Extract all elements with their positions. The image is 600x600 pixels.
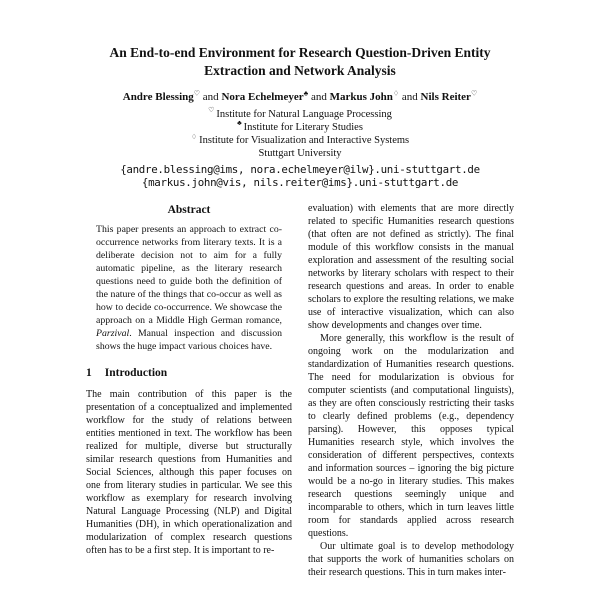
abstract-text-after: . Manual inspection and discussion shows the huge impact various choices have. — [96, 328, 282, 353]
abstract-text-before: This paper presents an approach to extract co-occurrence networks from literary texts. It is a deliberate decision not to aim for a fully automatic pipeline, as the literary research questions need to guide both the definition of the nature of the things that co-occur as well as how to decide co-occurrence. We showcase the approach on a Middle High German romance, — [96, 224, 282, 327]
author-name: Andre Blessing — [122, 90, 194, 103]
affiliation-text: Institute for Visualization and Interactive Systems — [199, 135, 410, 147]
affiliation-mark: ♡ — [208, 106, 215, 115]
affiliation-line — [86, 147, 514, 160]
section-number: 1 — [86, 367, 92, 380]
author-name: Nora Echelmeyer — [221, 90, 304, 103]
affiliation-text: Institute for Natural Language Processing — [216, 108, 392, 120]
author-name: Nils Reiter — [420, 90, 471, 103]
affiliation-line — [86, 134, 514, 147]
right-column — [308, 202, 514, 579]
author-affiliation-mark: ♣ — [303, 88, 309, 97]
author-affiliation-mark: ♡ — [470, 88, 478, 97]
left-column — [86, 202, 292, 579]
author-affiliation-mark: ♡ — [193, 88, 201, 97]
author — [420, 88, 478, 103]
affiliation-block — [86, 108, 514, 161]
affiliation-text: Institute for Literary Studies — [243, 121, 363, 133]
author-separator: and — [202, 90, 219, 103]
paper-title: An End-to-end Environment for Research Question-Driven Entity Extraction and Network Analysis — [109, 45, 491, 78]
two-column-body — [86, 202, 514, 579]
author — [122, 88, 201, 103]
affiliation-mark: ♣ — [237, 119, 242, 128]
affiliation-line — [86, 108, 514, 121]
abstract-text — [86, 223, 292, 353]
author — [329, 88, 400, 103]
section-title: Introduction — [104, 367, 168, 380]
body-paragraph: More generally, this workflow is the result of ongoing work on the modularization and standardization of Humanities research questions. The need for modularization is obvious for computer scientists (and computational linguists), as they are often consciously restricting their tasks to clearly defined problems (e.g., dependency parsing). However, this opposes typical Humanities research style, which involves the consideration of different perspectives, contexts and information sources – ignoring the big picture would be a no-go in literary studies. This makes research questions seemingly unique and incomparable to others, which in turn leaves little room for standards applied across research questions. — [308, 333, 514, 540]
affiliation-line — [86, 121, 514, 134]
abstract-heading: Abstract — [167, 204, 211, 217]
affiliation-text: Stuttgart University — [258, 148, 342, 160]
author — [221, 88, 309, 103]
email-line: {andre.blessing@ims, nora.echelmeyer@ilw}.uni-stuttgart.de — [120, 162, 480, 176]
body-paragraph: Our ultimate goal is to develop methodology that supports the work of humanities scholars on their research questions. This in turn makes inter- — [308, 541, 514, 579]
affiliation-mark: ♢ — [190, 132, 198, 141]
author-separator: and — [401, 90, 418, 103]
author-affiliation-mark: ♢ — [392, 88, 400, 97]
author-name: Markus John — [329, 90, 393, 103]
abstract-italic-term: Parzival — [96, 328, 130, 340]
email-block — [86, 163, 514, 190]
email-line: {markus.john@vis, nils.reiter@ims}.uni-stuttgart.de — [141, 175, 459, 189]
body-paragraph: evaluation) with elements that are more directly related to specific Humanities research questions (that often are not defined as strictly). The final module of this workflow consists in the manual exploration and assessment of the resulting social networks by literary scholars with respect to their research questions and areas. In order to enable scholars to explore the resulting relations, we make use of interactive visualization, which can also show developments and changes over time. — [308, 203, 514, 332]
author-line — [86, 88, 514, 103]
author-separator: and — [310, 90, 327, 103]
body-paragraph: The main contribution of this paper is the presentation of a conceptualized and implemented workflow for the study of relations between entities mentioned in text. The workflow has been realized for multiple, diverse but structurally similar research questions from Humanities and Social Sciences, although this paper focuses on one from literary studies in particular. We see this workflow as exemplary for research involving Natural Language Processing (NLP) and Digital Humanities (DH), in which operationalization and modularization of complex research questions often has to be a first step. It is important to re- — [86, 389, 292, 557]
section-heading-introduction — [86, 367, 292, 379]
